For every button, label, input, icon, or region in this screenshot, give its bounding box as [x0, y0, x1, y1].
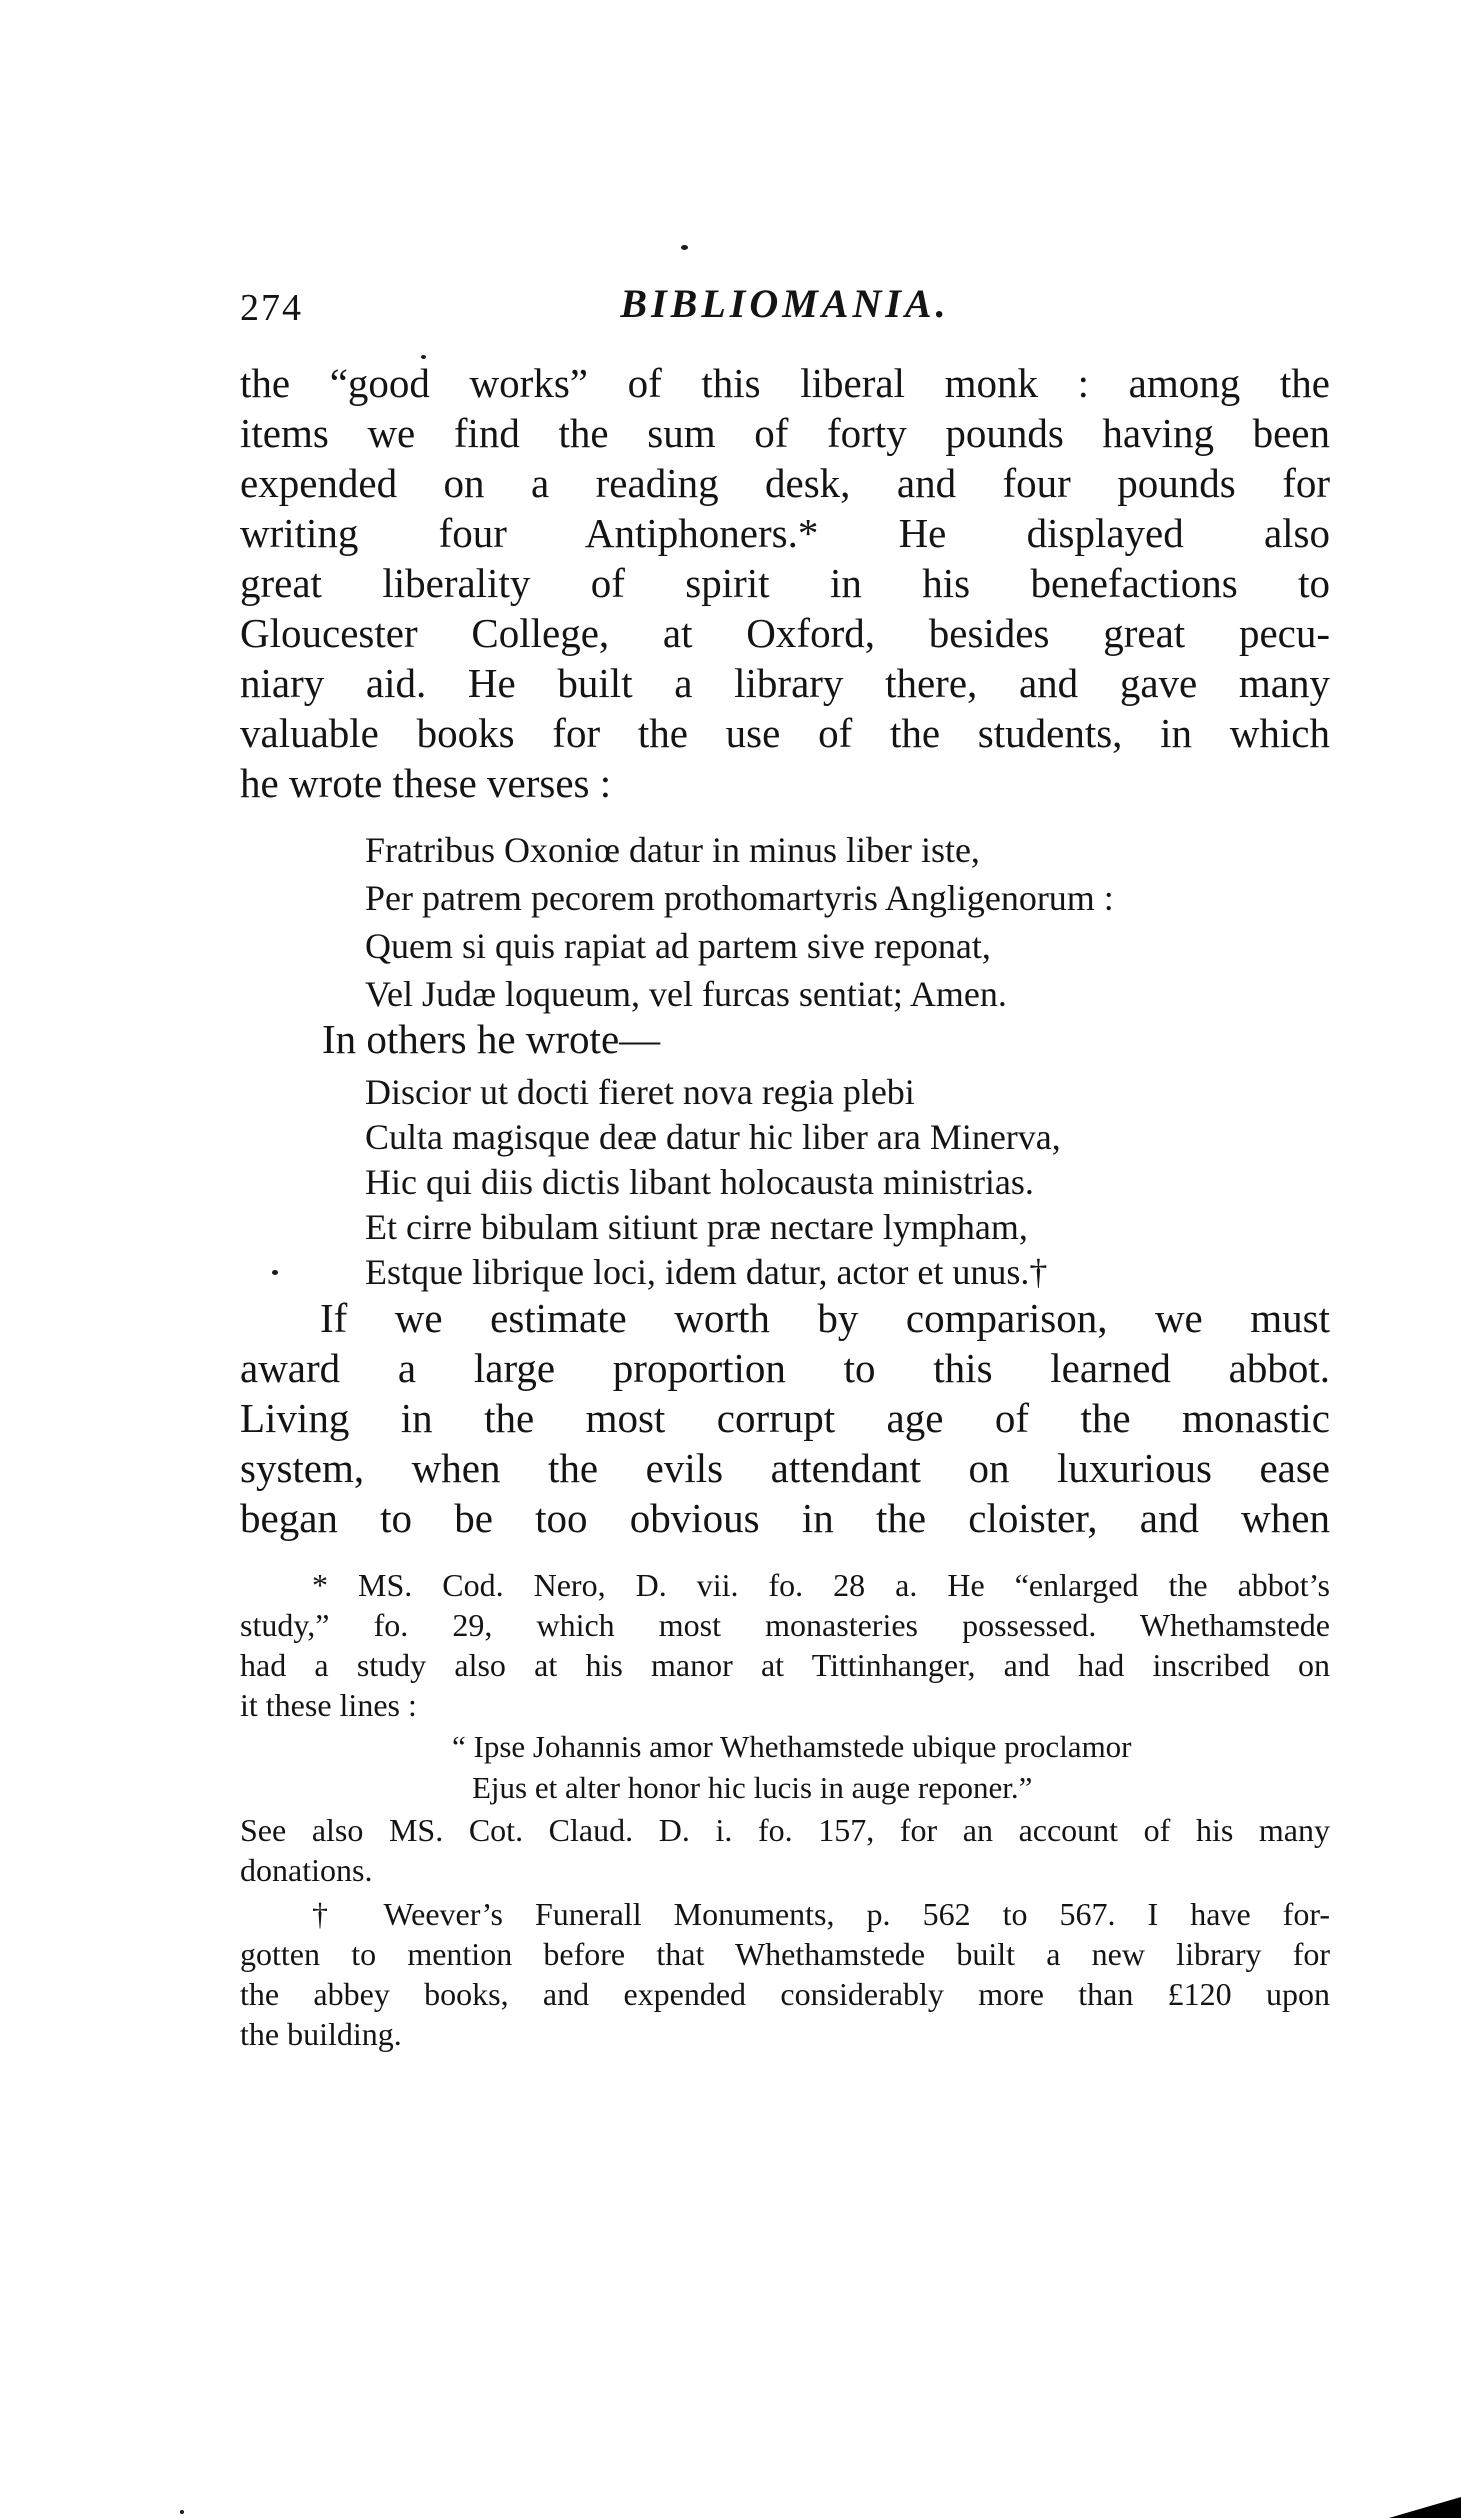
text-line: items we find the sum of forty pounds having been — [240, 410, 1330, 456]
text-line: Quem si quis rapiat ad partem sive reponat, — [365, 926, 991, 966]
paragraph-1 — [240, 358, 1330, 808]
text-line: See also MS. Cot. Claud. D. i. fo. 157, for an account of his many — [240, 1812, 1330, 1848]
text-line: Per patrem pecorem prothomartyris Angligenorum : — [365, 878, 1114, 918]
page-header — [240, 280, 1330, 334]
page-number: 274 — [240, 287, 303, 329]
text-line: he wrote these verses : — [240, 760, 612, 806]
scan-speck — [681, 245, 688, 250]
latin-verse-1 — [240, 826, 1455, 1018]
text-line: gotten to mention before that Whethamstede built a new library for — [240, 1936, 1330, 1972]
running-title: BIBLIOMANIA. — [620, 281, 950, 326]
text-line: donations. — [240, 1852, 373, 1888]
text-line: the “good works” of this liberal monk : among the — [240, 360, 1330, 406]
text-line: had a study also at his manor at Tittinhanger, and had inscribed on — [240, 1647, 1330, 1683]
footnote-verse — [240, 1726, 1461, 1808]
text-line: Vel Judæ loqueum, vel furcas sentiat; Amen. — [365, 974, 1007, 1014]
text-line: system, when the evils attendant on luxurious ease — [240, 1445, 1330, 1491]
text-line: great liberality of spirit in his benefactions to — [240, 560, 1330, 606]
scan-speck — [180, 2510, 184, 2514]
text-line: Estque librique loci, idem datur, actor et unus.† — [365, 1252, 1048, 1292]
text-line: Fratribus Oxoniœ datur in minus liber iste, — [365, 830, 980, 870]
text-line: began to be too obvious in the cloister, and when — [240, 1495, 1330, 1541]
text-line: the building. — [240, 2016, 402, 2052]
text-line: Gloucester College, at Oxford, besides great pecu- — [240, 610, 1330, 656]
text-line: Living in the most corrupt age of the monastic — [240, 1395, 1330, 1441]
text-line: niary aid. He built a library there, and gave many — [240, 660, 1330, 706]
footnote-asterisk — [240, 1565, 1330, 1725]
text-line: study,” fo. 29, which most monasteries possessed. Whethamstede — [240, 1607, 1330, 1643]
text-line: Hic qui diis dictis libant holocausta ministrias. — [365, 1162, 1034, 1202]
scan-artifact-corner — [1389, 2497, 1461, 2518]
footnote-dagger — [240, 1894, 1330, 2054]
text-line: Et cirre bibulam sitiunt præ nectare lympham, — [365, 1207, 1028, 1247]
paragraph-2 — [240, 1293, 1330, 1543]
text-line: award a large proportion to this learned abbot. — [240, 1345, 1330, 1391]
text-line: expended on a reading desk, and four pounds for — [240, 460, 1330, 506]
text-line: “ Ipse Johannis amor Whethamstede ubique proclamor — [452, 1729, 1132, 1764]
text-line: * MS. Cod. Nero, D. vii. fo. 28 a. He “enlarged the abbot’s — [312, 1567, 1330, 1603]
text-line: If we estimate worth by comparison, we must — [320, 1295, 1330, 1341]
text-line: the abbey books, and expended considerably more than £120 upon — [240, 1976, 1330, 2012]
interlude-line: In others he wrote— — [322, 1016, 661, 1062]
latin-verse-2 — [240, 1070, 1455, 1295]
footnote-see-also — [240, 1810, 1330, 1890]
text-line: † Weever’s Funerall Monuments, p. 562 to 567. I have for- — [312, 1896, 1330, 1932]
text-line: valuable books for the use of the students, in which — [240, 710, 1330, 756]
text-line: it these lines : — [240, 1687, 417, 1723]
text-line: Ejus et alter honor hic lucis in auge reponer.” — [472, 1770, 1033, 1805]
text-line: Discior ut docti fieret nova regia plebi — [365, 1072, 915, 1112]
text-line: writing four Antiphoners.* He displayed also — [240, 510, 1330, 556]
text-line: Culta magisque deæ datur hic liber ara Minerva, — [365, 1117, 1061, 1157]
